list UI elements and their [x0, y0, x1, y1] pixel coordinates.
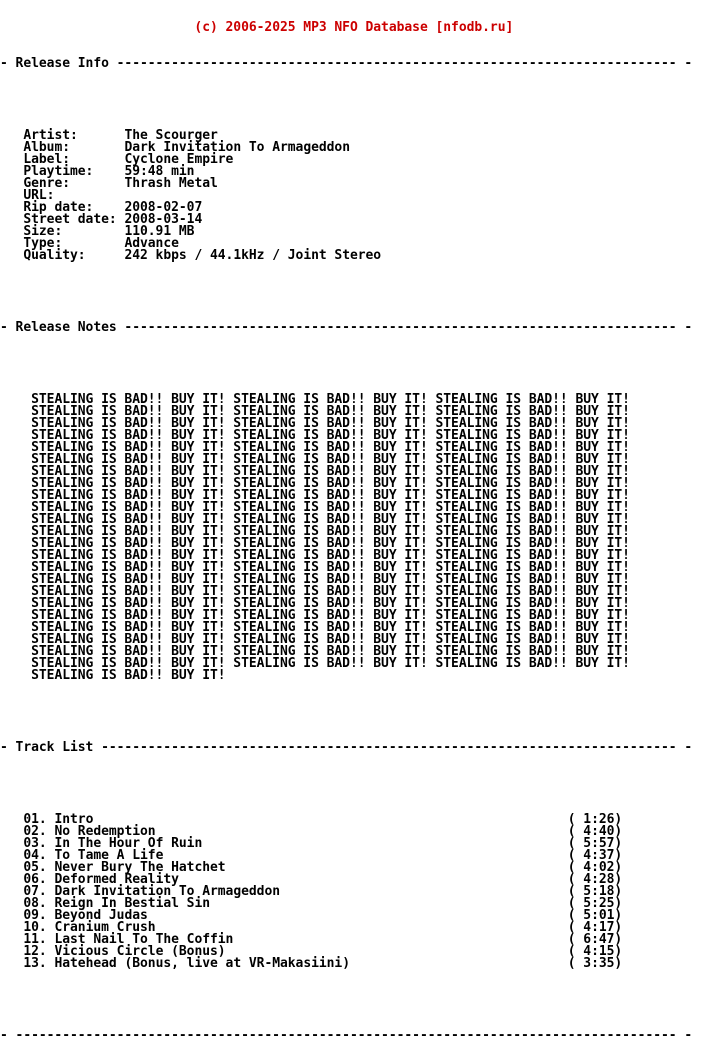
track-number: 05.: [23, 860, 47, 875]
field-value: 2008-03-14: [124, 212, 203, 227]
field-label: Album:: [23, 140, 125, 155]
release-notes-title-text: - Release Notes ----------------------------------------------------------------------- -: [0, 320, 693, 335]
notes-text: STEALING IS BAD!! BUY IT! STEALING IS BAD!! BUY IT! STEALING IS BAD!! BUY IT!: [31, 488, 630, 503]
notes-text: STEALING IS BAD!! BUY IT! STEALING IS BAD!! BUY IT! STEALING IS BAD!! BUY IT!: [31, 512, 630, 527]
notes-text: STEALING IS BAD!! BUY IT! STEALING IS BAD!! BUY IT! STEALING IS BAD!! BUY IT!: [31, 440, 630, 455]
track-title: Beyond Judas: [54, 908, 148, 923]
track-title: Reign In Bestial Sin: [54, 896, 211, 911]
track-time: ( 5:25): [567, 896, 623, 911]
notes-text: STEALING IS BAD!! BUY IT! STEALING IS BAD!! BUY IT! STEALING IS BAD!! BUY IT!: [31, 560, 630, 575]
notes-text: STEALING IS BAD!! BUY IT! STEALING IS BAD!! BUY IT! STEALING IS BAD!! BUY IT!: [31, 404, 630, 419]
field-label: Rip date:: [23, 200, 125, 215]
blank-line: [0, 778, 728, 790]
track-title: Never Bury The Hatchet: [54, 860, 226, 875]
track-title: Dark Invitation To Armageddon: [54, 884, 280, 899]
field-label: Size:: [23, 224, 125, 239]
notes-text: STEALING IS BAD!! BUY IT! STEALING IS BAD!! BUY IT! STEALING IS BAD!! BUY IT!: [31, 536, 630, 551]
footer-rule: [0, 1030, 728, 1042]
notes-text: STEALING IS BAD!! BUY IT! STEALING IS BAD!! BUY IT! STEALING IS BAD!! BUY IT!: [31, 656, 630, 671]
track-number: 03.: [23, 836, 47, 851]
track-time: ( 4:15): [567, 944, 623, 959]
track-list-title: [0, 742, 728, 754]
track-time: ( 1:26): [567, 812, 623, 827]
track-number: 13.: [23, 956, 47, 971]
track-time: ( 4:37): [567, 848, 623, 863]
notes-text: STEALING IS BAD!! BUY IT! STEALING IS BAD!! BUY IT! STEALING IS BAD!! BUY IT!: [31, 596, 630, 611]
track-title: To Tame A Life: [54, 848, 164, 863]
notes-text: STEALING IS BAD!! BUY IT! STEALING IS BAD!! BUY IT! STEALING IS BAD!! BUY IT!: [31, 620, 630, 635]
track-time: ( 5:57): [567, 836, 623, 851]
field-label: Artist:: [23, 128, 125, 143]
track-time: ( 4:40): [567, 824, 623, 839]
copyright-header: [0, 22, 728, 34]
release-info-row: [0, 250, 728, 262]
notes-text: STEALING IS BAD!! BUY IT! STEALING IS BAD!! BUY IT! STEALING IS BAD!! BUY IT!: [31, 524, 630, 539]
track-title: No Redemption: [54, 824, 156, 839]
release-notes-title: [0, 322, 728, 334]
track-number: 02.: [23, 824, 47, 839]
notes-text: STEALING IS BAD!! BUY IT! STEALING IS BAD!! BUY IT! STEALING IS BAD!! BUY IT!: [31, 464, 630, 479]
field-value: Thrash Metal: [124, 176, 218, 191]
track-row: [0, 958, 728, 970]
field-label: Playtime:: [23, 164, 125, 179]
track-time: ( 4:28): [567, 872, 623, 887]
track-title: Last Nail To The Coffin: [54, 932, 234, 947]
notes-text: STEALING IS BAD!! BUY IT!: [31, 668, 226, 683]
field-value: 242 kbps / 44.1kHz / Joint Stereo: [124, 248, 382, 263]
blank-line: [0, 706, 728, 718]
track-title: Vicious Circle (Bonus): [54, 944, 226, 959]
field-value: 2008-02-07: [124, 200, 203, 215]
track-time: ( 6:47): [567, 932, 623, 947]
track-number: 06.: [23, 872, 47, 887]
release-notes-line: [0, 670, 728, 682]
track-number: 08.: [23, 896, 47, 911]
notes-text: STEALING IS BAD!! BUY IT! STEALING IS BAD!! BUY IT! STEALING IS BAD!! BUY IT!: [31, 608, 630, 623]
blank-line: [0, 286, 728, 298]
track-number: 07.: [23, 884, 47, 899]
notes-text: STEALING IS BAD!! BUY IT! STEALING IS BAD!! BUY IT! STEALING IS BAD!! BUY IT!: [31, 476, 630, 491]
field-value: Advance: [124, 236, 179, 251]
copyright-pad: [0, 20, 194, 35]
blank-line: [0, 358, 728, 370]
track-time: ( 5:01): [567, 908, 623, 923]
track-title: Cranium Crush: [54, 920, 156, 935]
notes-text: STEALING IS BAD!! BUY IT! STEALING IS BAD!! BUY IT! STEALING IS BAD!! BUY IT!: [31, 416, 630, 431]
track-number: 04.: [23, 848, 47, 863]
track-time: ( 5:18): [567, 884, 623, 899]
release-info-title-text: - Release Info ------------------------------------------------------------------------ -: [0, 56, 693, 71]
notes-text: STEALING IS BAD!! BUY IT! STEALING IS BAD!! BUY IT! STEALING IS BAD!! BUY IT!: [31, 452, 630, 467]
field-label: Street date:: [23, 212, 125, 227]
release-info-fields: [0, 130, 728, 262]
track-number: 11.: [23, 932, 47, 947]
track-time: ( 4:02): [567, 860, 623, 875]
notes-text: STEALING IS BAD!! BUY IT! STEALING IS BAD!! BUY IT! STEALING IS BAD!! BUY IT!: [31, 428, 630, 443]
track-list-rows: [0, 814, 728, 970]
field-label: Genre:: [23, 176, 125, 191]
field-value: The Scourger: [124, 128, 218, 143]
field-label: Label:: [23, 152, 125, 167]
track-indent: [0, 956, 23, 971]
track-title: Hatehead (Bonus, live at VR-Makasiini): [54, 956, 350, 971]
notes-text: STEALING IS BAD!! BUY IT! STEALING IS BAD!! BUY IT! STEALING IS BAD!! BUY IT!: [31, 644, 630, 659]
notes-indent: [0, 668, 31, 683]
release-notes-lines: [0, 394, 728, 682]
track-number: 01.: [23, 812, 47, 827]
track-number: 12.: [23, 944, 47, 959]
track-pad: [350, 956, 568, 971]
track-time: ( 4:17): [567, 920, 623, 935]
notes-text: STEALING IS BAD!! BUY IT! STEALING IS BAD!! BUY IT! STEALING IS BAD!! BUY IT!: [31, 632, 630, 647]
field-value: Dark Invitation To Armageddon: [124, 140, 350, 155]
track-title: In The Hour Of Ruin: [54, 836, 203, 851]
notes-text: STEALING IS BAD!! BUY IT! STEALING IS BAD!! BUY IT! STEALING IS BAD!! BUY IT!: [31, 548, 630, 563]
blank-line: [0, 994, 728, 1006]
track-number: 10.: [23, 920, 47, 935]
track-title: Deformed Reality: [54, 872, 179, 887]
notes-text: STEALING IS BAD!! BUY IT! STEALING IS BAD!! BUY IT! STEALING IS BAD!! BUY IT!: [31, 500, 630, 515]
field-value: Cyclone Empire: [124, 152, 234, 167]
notes-text: STEALING IS BAD!! BUY IT! STEALING IS BAD!! BUY IT! STEALING IS BAD!! BUY IT!: [31, 584, 630, 599]
notes-text: STEALING IS BAD!! BUY IT! STEALING IS BAD!! BUY IT! STEALING IS BAD!! BUY IT!: [31, 572, 630, 587]
field-label: URL:: [23, 188, 125, 203]
track-number: 09.: [23, 908, 47, 923]
blank-line: [0, 94, 728, 106]
field-value: 110.91 MB: [124, 224, 195, 239]
copyright-text: (c) 2006-2025 MP3 NFO Database [nfodb.ru]: [194, 20, 514, 35]
track-title: Intro: [54, 812, 94, 827]
footer-rule-text: - ------------------------------------------------------------------------------------- -: [0, 1028, 693, 1043]
field-label: Type:: [23, 236, 125, 251]
notes-text: STEALING IS BAD!! BUY IT! STEALING IS BAD!! BUY IT! STEALING IS BAD!! BUY IT!: [31, 392, 630, 407]
field-value: 59:48 min: [124, 164, 195, 179]
field-label: Quality:: [23, 248, 125, 263]
track-gap: [47, 956, 55, 971]
track-list-title-text: - Track List -------------------------------------------------------------------------- -: [0, 740, 693, 755]
track-time: ( 3:35): [567, 956, 623, 971]
field-indent: [0, 248, 23, 263]
release-info-title: [0, 58, 728, 70]
